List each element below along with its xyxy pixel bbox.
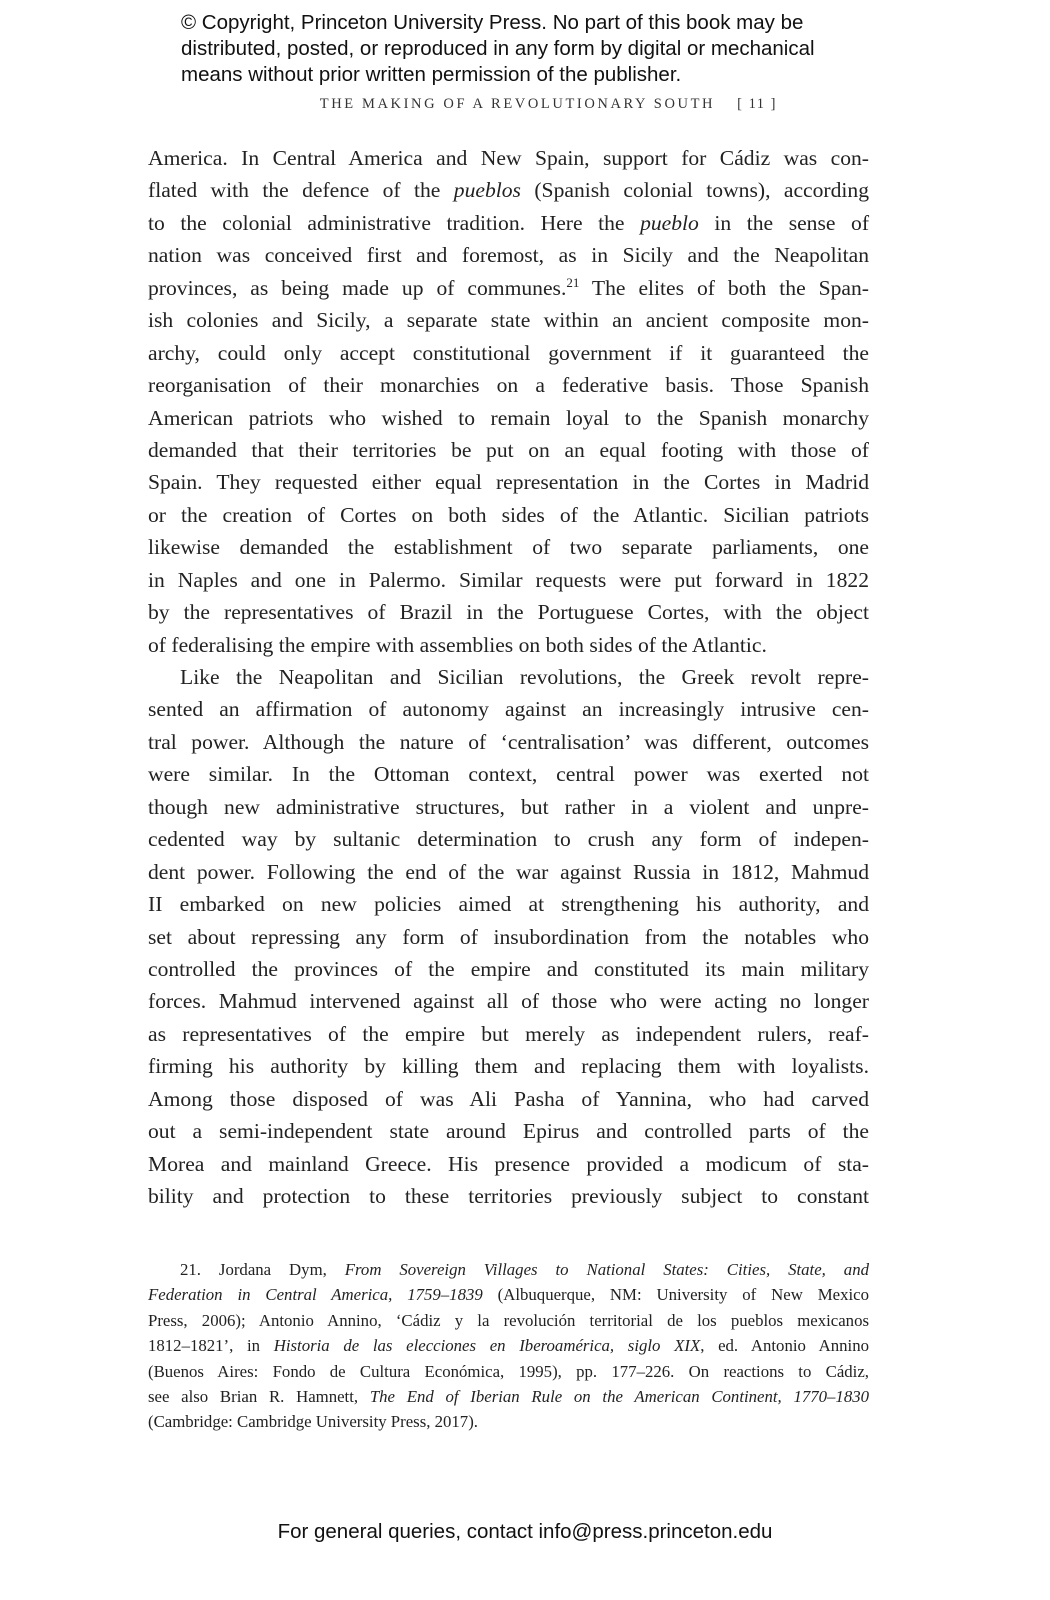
text-run: Spain. They requested either equal representation in the Cortes in Madrid [148,470,869,495]
running-head-title: THE MAKING OF A REVOLUTIONARY SOUTH [319,96,716,112]
body-line [148,564,869,596]
body-line [148,1018,869,1050]
page-number: [ 11 ] [737,96,777,112]
running-head [148,96,777,113]
body-text [148,142,869,1212]
body-line [148,369,869,401]
text-run: , ed. Antonio Annino [700,1336,869,1356]
body-line [148,239,869,271]
italic-text: From Sovereign Villages to National States: Cities, State, and [344,1260,869,1279]
text-run: tral power. Although the nature of ‘centralisation’ was different, outcomes [148,729,869,754]
text-run: ish colonies and Sicily, a separate state within an ancient composite mon- [148,308,869,333]
text-run: in Naples and one in Palermo. Similar requests were put forward in 1822 [148,567,869,592]
italic-text: pueblos [453,178,521,203]
body-line [148,1180,869,1212]
text-run: flated with the defence of the [148,178,454,203]
body-line [148,272,869,304]
text-run: out a semi-independent state around Epirus and controlled parts of the [148,1119,869,1144]
footnote-line [148,1409,869,1434]
text-run: or the creation of Cortes on both sides of the Atlantic. Sicilian patriots [148,502,869,527]
text-run: archy, could only accept constitutional government if it guaranteed the [148,340,869,365]
body-line [148,499,869,531]
footer-contact: For general queries, contact info@press.princeton.edu [277,1520,773,1543]
body-line [148,174,869,206]
text-run: (Spanish colonial towns), according [520,178,869,203]
body-line [148,921,869,953]
text-run: The elites of both the Span- [579,275,869,300]
text-run: 1812–1821’, in [148,1336,274,1356]
footnote-line [148,1282,869,1307]
body-line [148,402,869,434]
italic-text: Historia de las elecciones en Iberoamérica, siglo XIX [273,1336,701,1356]
text-run: of federalising the empire with assemblies on both sides of the Atlantic. [148,632,767,657]
copyright-line: distributed, posted, or reproduced in any form by digital or mechanical [181,37,815,60]
body-line [148,466,869,498]
footnote-line [148,1308,869,1333]
body-line [148,142,869,174]
footnotes [148,1257,869,1435]
text-run: Among those disposed of was Ali Pasha of Yannina, who had carved [148,1086,869,1111]
body-line [148,596,869,628]
italic-text: Federation in Central America, 1759–1839 [148,1285,483,1305]
text-run: see also Brian R. Hamnett, [148,1386,370,1406]
text-run: firming his authority by killing them and replacing them with loyalists. [148,1054,869,1079]
text-run: reorganisation of their monarchies on a federative basis. Those Spanish [148,373,869,398]
text-run: in the sense of [698,210,870,235]
text-run: forces. Mahmud intervened against all of those who were acting no longer [148,989,869,1014]
body-line [148,207,869,239]
body-line [148,337,869,369]
body-line [148,856,869,888]
body-line [148,1115,869,1147]
copyright-line: © Copyright, Princeton University Press. No part of this book may be [181,11,804,34]
text-run: bility and protection to these territories previously subject to constant [148,1184,869,1208]
text-run: Like the Neapolitan and Sicilian revolutions, the Greek revolt repre- [180,665,869,689]
text-run: controlled the provinces of the empire and constituted its main military [148,956,869,981]
body-line [148,726,869,758]
body-line [148,1050,869,1082]
text-run: II embarked on new policies aimed at strengthening his authority, and [148,892,869,917]
text-run: by the representatives of Brazil in the Portuguese Cortes, with the object [148,600,869,625]
body-line [148,693,869,725]
footnote-line [148,1384,869,1409]
text-run: though new administrative structures, but rather in a violent and unpre- [148,794,869,819]
text-run: dent power. Following the end of the war against Russia in 1812, Mahmud [148,859,869,884]
text-run: demanded that their territories be put on an equal footing with those of [148,437,869,462]
body-line [148,1083,869,1115]
footnote-line [148,1333,869,1358]
text-run: were similar. In the Ottoman context, central power was exerted not [148,762,869,787]
text-run: (Cambridge: Cambridge University Press, 2017). [148,1412,478,1432]
body-line [148,953,869,985]
body-line [148,985,869,1017]
text-run: America. In Central America and New Spain, support for Cádiz was con- [148,146,869,170]
text-run: Press, 2006); Antonio Annino, ‘Cádiz y la revolución territorial de los pueblos mexicanos [148,1310,869,1330]
body-line [148,304,869,336]
body-line [148,791,869,823]
text-run: sented an affirmation of autonomy against an increasingly intrusive cen- [148,697,869,722]
footnote-line [148,1359,869,1384]
text-run: as representatives of the empire but merely as independent rulers, reaf- [148,1021,869,1046]
text-run: (Albuquerque, NM: University of New Mexico [482,1285,869,1305]
body-line [148,629,869,661]
body-line [148,434,869,466]
text-run: to the colonial administrative tradition. Here the [148,210,641,235]
text-run: American patriots who wished to remain loyal to the Spanish monarchy [148,405,869,430]
text-run: nation was conceived first and foremost, as in Sicily and the Neapolitan [148,243,869,268]
copyright-notice [181,10,901,88]
italic-text: The End of Iberian Rule on the American Continent, 1770–1830 [369,1386,869,1406]
footnote-line [148,1257,869,1282]
body-line [148,758,869,790]
text-run: (Buenos Aires: Fondo de Cultura Económica, 1995), pp. 177–226. On reactions to Cádiz, [148,1361,869,1381]
body-line [148,823,869,855]
text-run: Morea and mainland Greece. His presence provided a modicum of sta- [148,1151,869,1176]
italic-text: pueblo [640,210,699,235]
body-line [148,531,869,563]
text-run: cedented way by sultanic determination to crush any form of indepen- [148,827,869,852]
copyright-line: means without prior written permission of the publisher. [181,63,682,86]
body-line [148,1148,869,1180]
text-run: set about repressing any form of insubordination from the notables who [148,924,869,949]
body-line [148,661,869,693]
body-line [148,888,869,920]
text-run: likewise demanded the establishment of two separate parliaments, one [148,535,869,560]
text-run: 21. Jordana Dym, [180,1260,345,1279]
text-run: provinces, as being made up of communes. [148,275,567,300]
footnote-reference: 21 [566,274,580,290]
